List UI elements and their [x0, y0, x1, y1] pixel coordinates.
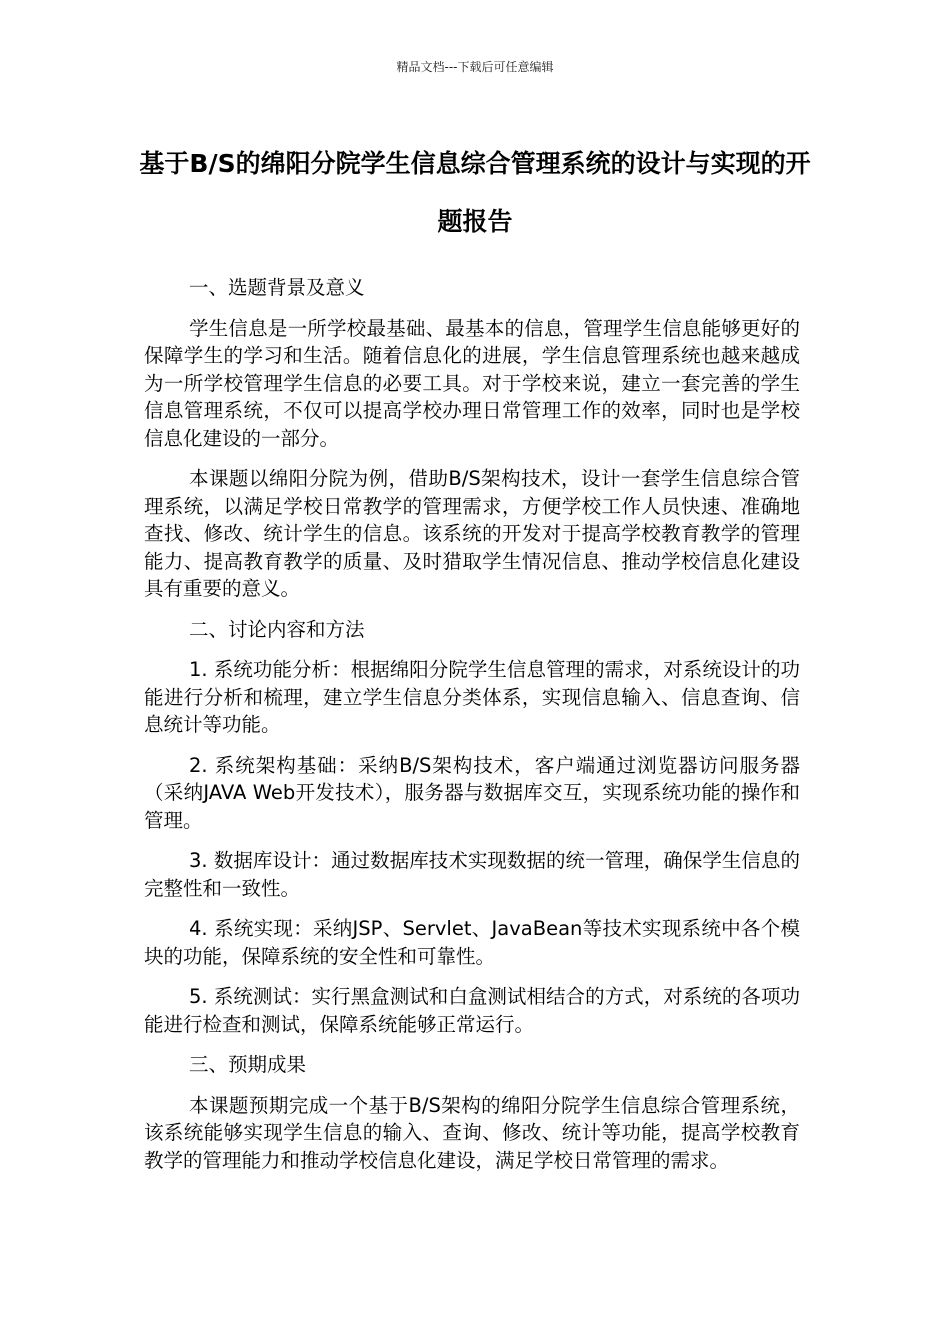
paragraph-background-1: 学生信息是一所学校最基础、最基本的信息，管理学生信息能够更好的保障学生的学习和生活。随着信息化的进展，学生信息管理系统也越来越成为一所学校管理学生信息的必要工具。对于学校来说，建立一套完善的学生信息管理系统，不仅可以提高学校办理日常管理工作的效率，同时也是学校信息化建设的一部分。 — [144, 316, 800, 450]
section-heading-background: 一、选题背景及意义 — [189, 276, 365, 299]
header-note: 精品文档---下载后可任意编辑 — [396, 60, 554, 74]
document-title: 基于B/S的绵阳分院学生信息综合管理系统的设计与实现的开题报告 — [139, 149, 811, 236]
list-item-method-2: 2. 系统架构基础：采纳B/S架构技术，客户端通过浏览器访问服务器（采纳JAVA Web开发技术），服务器与数据库交互，实现系统功能的操作和管理。 — [144, 753, 800, 832]
paragraph-background-2: 本课题以绵阳分院为例，借助B/S架构技术，设计一套学生信息综合管理系统，以满足学校日常教学的管理需求，方便学校工作人员快速、准确地查找、修改、统计学生的信息。该系统的开发对于提高学校教育教学的管理能力、提高教育教学的质量、及时猎取学生情况信息、推动学校信息化建设具有重要的意义。 — [144, 467, 800, 600]
section-heading-methods: 二、讨论内容和方法 — [189, 617, 365, 641]
list-item-method-3: 3. 数据库设计：通过数据库技术实现数据的统一管理，确保学生信息的完整性和一致性。 — [144, 849, 800, 900]
list-item-method-5: 5. 系统测试：实行黑盒测试和白盒测试相结合的方式，对系统的各项功能进行检查和测试，保障系统能够正常运行。 — [144, 985, 800, 1036]
list-item-method-4: 4. 系统实现：采纳JSP、Servlet、JavaBean等技术实现系统中各个模块的功能，保障系统的安全性和可靠性。 — [144, 917, 800, 968]
section-heading-outcomes: 三、预期成果 — [189, 1053, 307, 1076]
document-body — [144, 274, 800, 1187]
paragraph-outcomes: 本课题预期完成一个基于B/S架构的绵阳分院学生信息综合管理系统，该系统能够实现学生信息的输入、查询、修改、统计等功能，提高学校教育教学的管理能力和推动学校信息化建设，满足学校日常管理的需求。 — [144, 1093, 800, 1172]
list-item-method-1: 1. 系统功能分析：根据绵阳分院学生信息管理的需求，对系统设计的功能进行分析和梳理，建立学生信息分类体系，实现信息输入、信息查询、信息统计等功能。 — [144, 658, 800, 736]
